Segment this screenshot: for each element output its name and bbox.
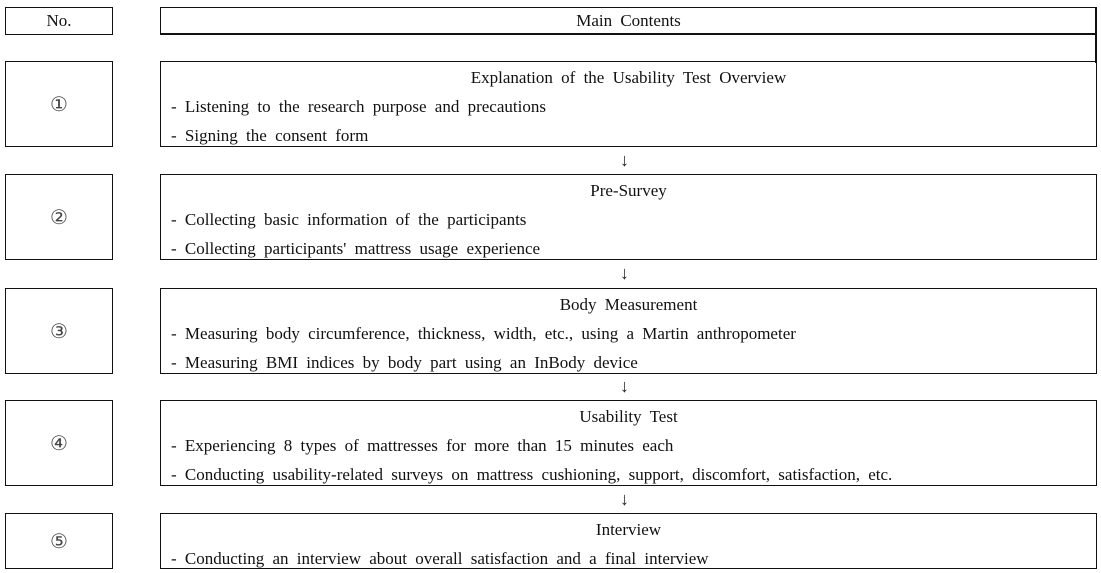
step-box-2 [160,174,1097,260]
step-title: Body Measurement [559,295,698,314]
step-box-4 [160,400,1097,486]
step-item: - Collecting participants' mattress usage experience [171,239,541,258]
step-item: - Experiencing 8 types of mattresses for more than 15 minutes each [171,436,674,455]
step-number-2: ② [5,174,113,260]
step-box-5 [160,513,1097,569]
step-box-3 [160,288,1097,374]
step-number-5: ⑤ [5,513,113,569]
step-number-1: ① [5,61,113,147]
arrow-down-icon: ↓ [620,150,629,170]
step-item: - Conducting an interview about overall satisfaction and a final interview [171,549,709,568]
step-title: Interview [595,520,662,539]
step-item: - Conducting usability-related surveys on mattress cushioning, support, discomfort, satisfaction, etc. [171,465,893,484]
step-item: - Listening to the research purpose and precautions [171,97,546,116]
arrow-down-icon: ↓ [620,263,629,283]
step-number-4: ④ [5,400,113,486]
step-title: Explanation of the Usability Test Overview [470,68,787,87]
divider [160,33,1097,35]
arrow-down-icon: ↓ [620,489,629,509]
header-main-contents: Main Contents [160,7,1097,35]
step-item: - Signing the consent form [171,126,369,145]
step-number-3: ③ [5,288,113,374]
divider [1095,7,1097,63]
step-item: - Measuring body circumference, thickness, width, etc., using a Martin anthropometer [171,324,796,343]
step-title: Usability Test [579,407,678,426]
arrow-down-icon: ↓ [620,376,629,396]
step-box-1 [160,61,1097,147]
step-title: Pre-Survey [590,181,667,200]
step-item: - Measuring BMI indices by body part using an InBody device [171,353,638,372]
step-item: - Collecting basic information of the participants [171,210,527,229]
header-no: No. [5,7,113,35]
